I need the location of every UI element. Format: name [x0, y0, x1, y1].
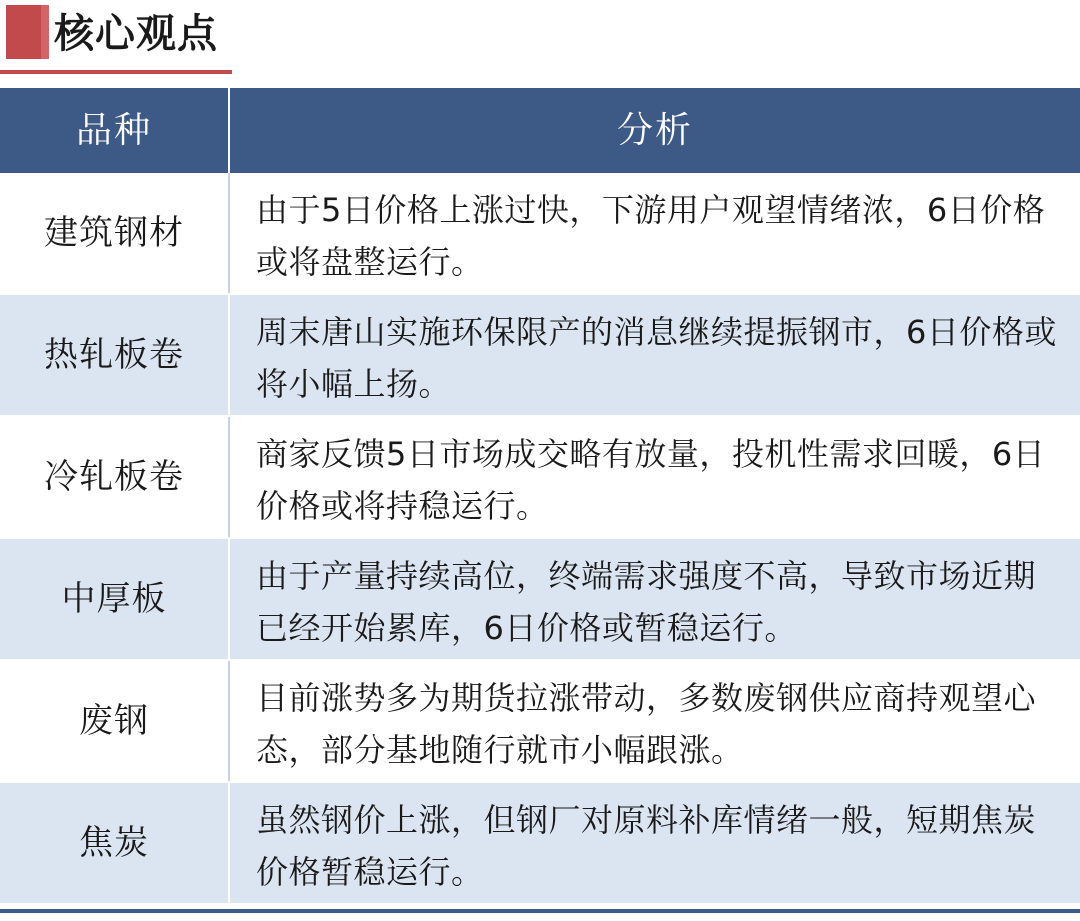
row-kind: 冷轧板卷 [44, 457, 184, 497]
section-header [0, 0, 1080, 80]
table-header [0, 88, 1080, 173]
column-header-analysis: 分析 [616, 110, 693, 151]
row-analysis: 由于产量持续高位，终端需求强度不高，导致市场近期已经开始累库，6日价格或暂稳运行。 [256, 557, 1037, 647]
table-row [0, 173, 1080, 293]
table-row [0, 539, 1080, 659]
row-kind: 焦炭 [79, 823, 149, 863]
row-kind: 中厚板 [61, 579, 167, 619]
row-kind: 热轧板卷 [44, 335, 184, 375]
row-kind: 建筑钢材 [44, 213, 184, 253]
column-header-kind: 品种 [75, 110, 152, 151]
row-analysis: 虽然钢价上涨，但钢厂对原料补库情绪一般，短期焦炭价格暂稳运行。 [256, 801, 1037, 891]
table-row [0, 783, 1080, 903]
row-analysis: 商家反馈5日市场成交略有放量，投机性需求回暖，6日价格或将持稳运行。 [256, 435, 1046, 525]
row-analysis: 目前涨势多为期货拉涨带动，多数废钢供应商持观望心态，部分基地随行就市小幅跟涨。 [256, 679, 1037, 769]
section-marker-icon [6, 5, 49, 59]
title-underline [0, 70, 232, 74]
table-row [0, 661, 1080, 781]
table-bottom-rule [0, 909, 1080, 913]
analysis-table [0, 88, 1080, 911]
row-analysis: 由于5日价格上涨过快，下游用户观望情绪浓，6日价格或将盘整运行。 [256, 191, 1046, 281]
column-divider [228, 661, 230, 781]
column-divider [228, 539, 230, 659]
column-divider [228, 783, 230, 903]
table-row [0, 295, 1080, 415]
section-title: 核心观点 [54, 11, 218, 57]
row-analysis: 周末唐山实施环保限产的消息继续提振钢市，6日价格或将小幅上扬。 [256, 313, 1057, 403]
column-divider [228, 417, 230, 537]
table-row [0, 417, 1080, 537]
column-divider [228, 173, 230, 293]
column-divider [228, 295, 230, 415]
row-kind: 废钢 [79, 701, 149, 741]
